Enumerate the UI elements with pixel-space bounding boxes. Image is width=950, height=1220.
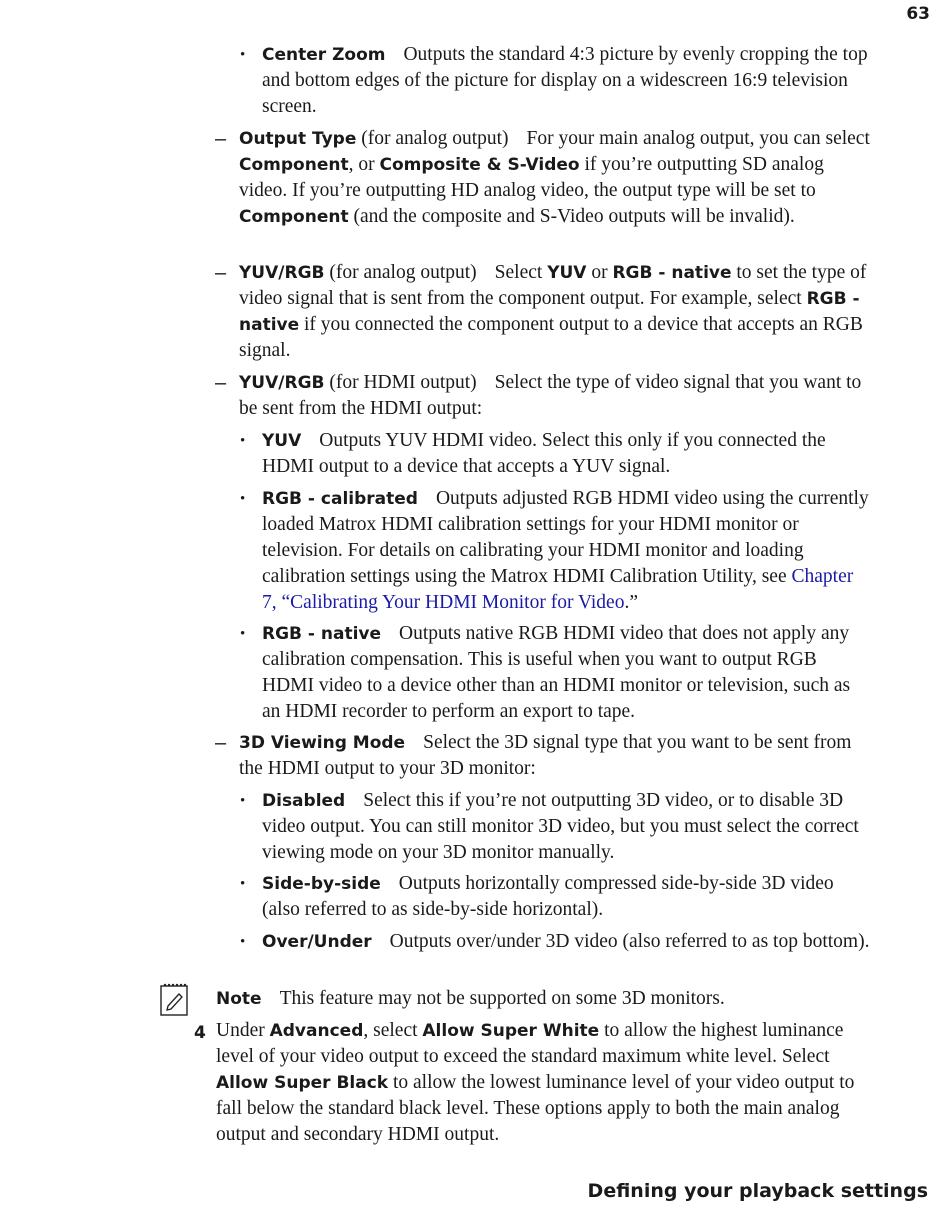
text: .” <box>624 592 638 613</box>
text: , select <box>363 1020 423 1041</box>
term-rgb-calibrated: RGB - calibrated <box>262 489 418 509</box>
option-rgb-native: RGB - native <box>239 289 860 335</box>
desc-3d-viewing-mode: Select the 3D signal type that you want to be sent from the HDMI output to your 3D monitor: <box>239 732 852 779</box>
note-text: This feature may not be supported on some 3D monitors. <box>279 988 725 1009</box>
ui-allow-super-black: Allow Super Black <box>216 1073 389 1093</box>
dash-marker: – <box>215 128 227 150</box>
bullet-marker: • <box>240 433 246 449</box>
term-3d-viewing-mode: 3D Viewing Mode <box>239 733 406 753</box>
option-rgb-native: RGB - native <box>612 263 732 283</box>
text: if you’re outputting SD analog video. If you’re outputting HD analog video, the output type will be set to <box>239 154 824 201</box>
notepad-icon <box>160 982 188 1016</box>
text: if you connected the component output to a device that accepts an RGB signal. <box>239 314 863 361</box>
ui-allow-super-white: Allow Super White <box>422 1021 600 1041</box>
bullet-marker: • <box>240 47 246 63</box>
ui-advanced: Advanced <box>269 1021 364 1041</box>
text: , or <box>348 154 380 175</box>
term-over-under: Over/Under <box>262 932 372 952</box>
text: (for analog output) <box>356 128 509 149</box>
text: (and the composite and S-Video outputs will be invalid). <box>348 206 795 227</box>
bullet-disabled <box>240 788 872 866</box>
note <box>216 986 866 1012</box>
bullet-rgb-native <box>240 621 872 725</box>
desc-disabled: Select this if you’re not outputting 3D video, or to disable 3D video output. You can still monitor 3D video, but you must select the correct viewing mode on your 3D monitor manually. <box>262 790 859 863</box>
text: or <box>586 262 613 283</box>
text: to set the type of video signal that is sent from the component output. For example, select <box>239 262 867 309</box>
page-number: 63 <box>906 4 930 24</box>
dash-yuv-rgb-analog <box>215 260 872 364</box>
text: (for HDMI output) <box>324 372 477 393</box>
term-center-zoom: Center Zoom <box>262 45 386 65</box>
bullet-center-zoom <box>240 42 872 120</box>
bullet-yuv <box>240 428 872 480</box>
note-label: Note <box>216 989 262 1009</box>
term-yuv-rgb: YUV/RGB <box>239 373 325 393</box>
desc-rgb-native: Outputs native RGB HDMI video that does not apply any calibration compensation. This is useful when you want to output RGB HDMI video to a device other than an HDMI monitor or television, such as an HDMI recorder to perform an export to tape. <box>262 623 851 722</box>
step-number: 4 <box>194 1023 206 1043</box>
text: (for analog output) <box>324 262 477 283</box>
term-side-by-side: Side-by-side <box>262 874 381 894</box>
footer-section-title: Defining your playback settings <box>587 1180 928 1202</box>
dash-yuv-rgb-hdmi <box>215 370 872 422</box>
desc-center-zoom: Outputs the standard 4:3 picture by evenly cropping the top and bottom edges of the picture for display on a widescreen 16:9 television screen. <box>262 44 868 117</box>
term-rgb-native: RGB - native <box>262 624 382 644</box>
bullet-side-by-side <box>240 871 872 923</box>
text: Select the type of video signal that you want to be sent from the HDMI output: <box>239 372 862 419</box>
text: to allow the lowest luminance level of your video output to fall below the standard black level. These options apply to both the main analog output and secondary HDMI output. <box>216 1072 855 1145</box>
desc-rgb-calibrated: Outputs adjusted RGB HDMI video using the currently loaded Matrox HDMI calibration settings for your HDMI monitor or television. For details on calibrating your HDMI monitor and loading calibration settings using the Matrox HDMI Calibration Utility, see <box>262 488 869 587</box>
bullet-over-under <box>240 929 872 955</box>
desc-side-by-side: Outputs horizontally compressed side-by-side 3D video (also referred to as side-by-side horizontal). <box>262 873 834 920</box>
step-4 <box>194 1018 872 1148</box>
text: to allow the highest luminance level of your video output to exceed the standard maximum white level. Select <box>216 1020 844 1067</box>
bullet-marker: • <box>240 793 246 809</box>
text: Select <box>494 262 548 283</box>
option-component: Component <box>239 207 349 227</box>
term-yuv-rgb: YUV/RGB <box>239 263 325 283</box>
bullet-marker: • <box>240 934 246 950</box>
desc-yuv: Outputs YUV HDMI video. Select this only if you connected the HDMI output to a device that accepts a YUV signal. <box>262 430 826 477</box>
bullet-marker: • <box>240 491 246 507</box>
bullet-marker: • <box>240 626 246 642</box>
dash-marker: – <box>215 262 227 284</box>
term-disabled: Disabled <box>262 791 346 811</box>
option-yuv: YUV <box>547 263 587 283</box>
dash-output-type <box>215 126 872 230</box>
text: For your main analog output, you can select <box>526 128 870 149</box>
chapter-7-link[interactable]: Chapter 7, “Calibrating Your HDMI Monitor for Video <box>262 566 854 613</box>
term-output-type: Output Type <box>239 129 357 149</box>
desc-over-under: Outputs over/under 3D video (also referred to as top bottom). <box>389 931 870 952</box>
option-component: Component <box>239 155 349 175</box>
dash-3d-viewing-mode <box>215 730 872 782</box>
bullet-marker: • <box>240 876 246 892</box>
option-composite-svideo: Composite & S-Video <box>379 155 580 175</box>
text: Under <box>216 1020 270 1041</box>
bullet-rgb-calibrated <box>240 486 872 616</box>
term-yuv: YUV <box>262 431 302 451</box>
dash-marker: – <box>215 732 227 754</box>
dash-marker: – <box>215 372 227 394</box>
